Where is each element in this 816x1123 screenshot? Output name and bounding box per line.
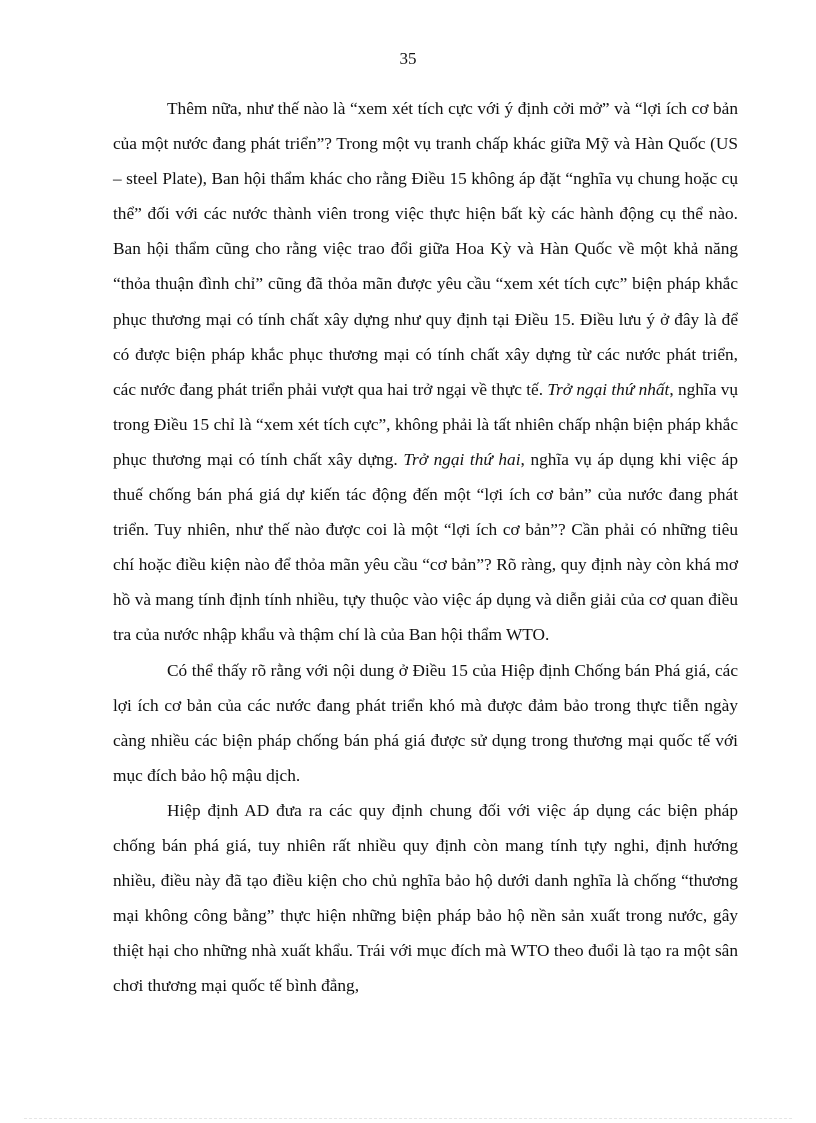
- paragraph-1-text-c: , nghĩa vụ áp dụng khi việc áp thuế chống bán phá giá dự kiến tác động đến một “lợi ích cơ bản” của nước đang phát triển. Tuy nhiên, như thế nào được coi là một “lợi ích cơ bản”? Cần phải có những tiêu chí hoặc điều kiện nào để thỏa mãn yêu cầu “cơ bản”? Rõ ràng, quy định này còn khá mơ hồ và mang tính định tính nhiều, tựy thuộc vào việc áp dụng và diễn giải của cơ quan điều tra của nước nhập khẩu và thậm chí là của Ban hội thẩm WTO.: [113, 449, 738, 645]
- paragraph-1-emphasis-first-obstacle: Trở ngại thứ nhất: [547, 379, 670, 399]
- paragraph-1-text-a: Thêm nữa, như thế nào là “xem xét tích cực với ý định cởi mở” và “lợi ích cơ bản của một nước đang phát triển”? Trong một vụ tranh chấp khác giữa Mỹ và Hàn Quốc (US – steel Plate), Ban hội thẩm khác cho rằng Điều 15 không áp đặt “nghĩa vụ chung hoặc cụ thể” đối với các nước thành viên trong việc thực hiện bất kỳ các hành động cụ thể nào. Ban hội thẩm cũng cho rằng việc trao đổi giữa Hoa Kỳ và Hàn Quốc về một khả năng “thỏa thuận đình chỉ” cũng đã thỏa mãn được yêu cầu “xem xét tích cực” biện pháp khắc phục thương mại có tính chất xây dựng như quy định tại Điều 15. Điều lưu ý ở đây là để có được biện pháp khắc phục thương mại có tính chất xây dựng từ các nước phát triển, các nước đang phát triển phải vượt qua hai trở ngại về thực tế.: [113, 99, 738, 399]
- body-text: [113, 91, 738, 1003]
- paragraph-2: Có thể thấy rõ rằng với nội dung ở Điều 15 của Hiệp định Chống bán Phá giá, các lợi ích cơ bản của các nước đang phát triển khó mà được đảm bảo trong thực tiễn ngày càng nhiều các biện pháp chống bán phá giá được sử dụng trong thương mại quốc tế với mục đích bảo hộ mậu dịch.: [113, 660, 738, 785]
- paragraph-1: [113, 91, 738, 653]
- paragraph-1-text-b: , nghĩa vụ trong Điều 15 chỉ là “xem xét tích cực”, không phải là tất nhiên chấp nhận biện pháp khắc phục thương mại có tính chất xây dựng.: [113, 379, 738, 469]
- paragraph-1-emphasis-second-obstacle: Trở ngại thứ hai: [403, 449, 521, 469]
- paragraph-3: Hiệp định AD đưa ra các quy định chung đối với việc áp dụng các biện pháp chống bán phá giá, tuy nhiên rất nhiều quy định còn mang tính tựy nghi, định hướng nhiều, điều này đã tạo điều kiện cho chủ nghĩa bảo hộ dưới danh nghĩa là chống “thương mại không công bằng” thực hiện những biện pháp bảo hộ nền sản xuất trong nước, gây thiệt hại cho những nhà xuất khẩu. Trái với mục đích mà WTO theo đuổi là tạo ra một sân chơi thương mại quốc tế bình đẳng,: [113, 800, 738, 996]
- page-bottom-divider: [24, 1118, 792, 1119]
- page-number: 35: [399, 49, 417, 68]
